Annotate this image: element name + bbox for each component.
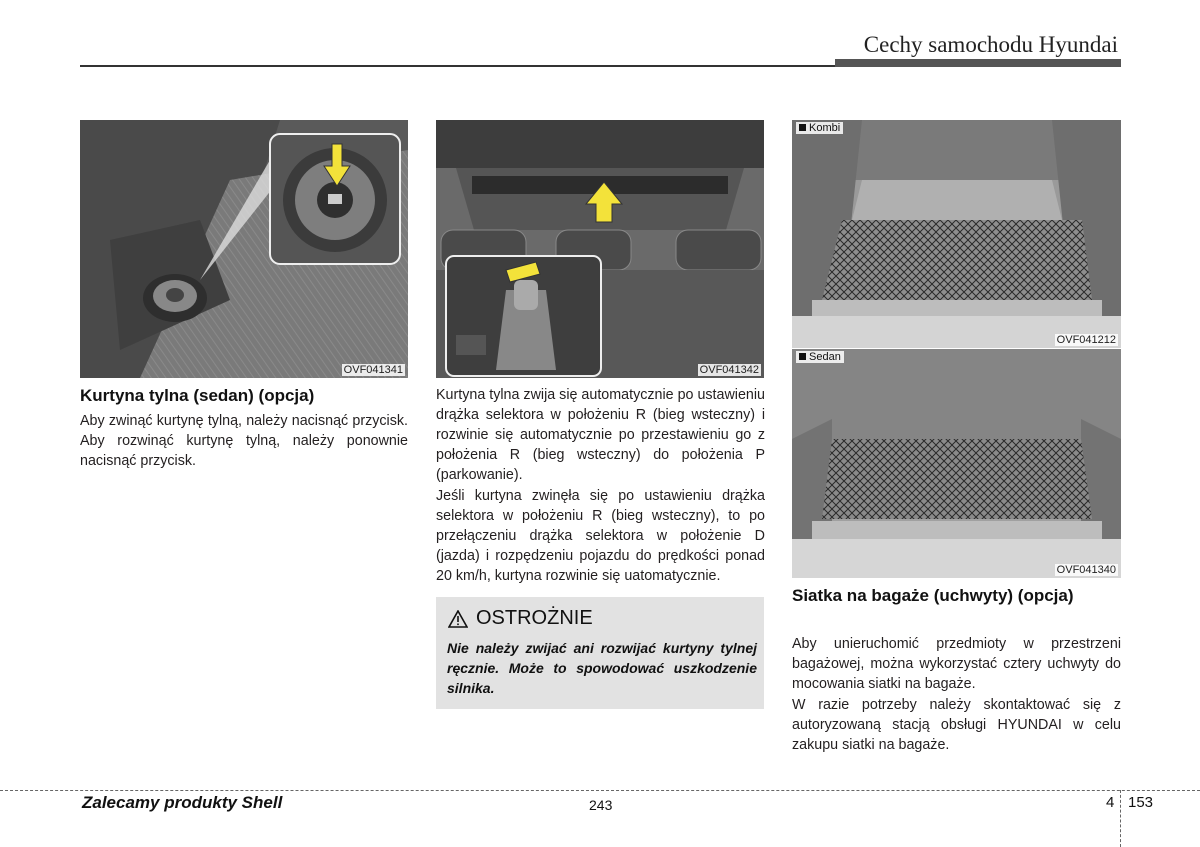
caution-title-row	[448, 607, 593, 630]
figure-code: OVF041341	[343, 364, 403, 376]
curtain-speed-paragraph: Jeśli kurtyna zwinęła się po ustawieniu drążka selektora w położeniu R (bieg wsteczny), to po przełączeniu drążka selektora w położenie D (jazda) i rozpędzeniu pojazdu do prędkości ponad 20 km/h, kurtyna rozwinie się uatomatycznie.	[436, 488, 765, 584]
figure-code: OVF041340	[1056, 564, 1116, 576]
variant-label: Kombi	[809, 122, 841, 134]
running-header-title: Cechy samochodu Hyundai	[863, 32, 1118, 57]
variant-label: Sedan	[809, 351, 841, 363]
curtain-auto-paragraph: Kurtyna tylna zwija się automatycznie po ustawieniu drążka selektora w położeniu R (bieg wsteczny) i rozwinie się automatycznie po przestawieniu go z położenia R (bieg wsteczny) do położenia P (parkowanie).	[436, 387, 765, 483]
square-bullet-icon	[799, 124, 806, 131]
caution-title: OSTROŻNIE	[476, 607, 593, 629]
footer-sheet-number: 243	[589, 797, 613, 813]
footer-divider	[1120, 790, 1121, 847]
variant-tag	[796, 122, 843, 134]
section-heading-rear-curtain: Kurtyna tylna (sedan) (opcja)	[80, 386, 315, 405]
cargo-net-sedan-illustration	[792, 349, 1121, 578]
footer-rule	[0, 790, 1200, 791]
footer-section-number: 4	[1106, 794, 1115, 811]
cargo-net-kombi-illustration	[792, 120, 1121, 348]
figure-code: OVF041342	[699, 364, 759, 376]
caution-text: Nie należy zwijać ani rozwijać kurtyny tylnej ręcznie. Może to spowodować uszkodzenie silnika.	[447, 640, 757, 696]
figure-cargo-net-kombi	[792, 120, 1121, 348]
figure-code: OVF041212	[1056, 334, 1116, 346]
header-accent-bar	[835, 59, 1121, 67]
section-heading-cargo-net: Siatka na bagaże (uchwyty) (opcja)	[792, 586, 1074, 605]
curtain-selector-illustration	[436, 120, 764, 378]
figure-curtain-selector	[436, 120, 764, 378]
footer-page-number: 153	[1128, 794, 1154, 811]
footer-slogan: Zalecamy produkty Shell	[82, 793, 283, 812]
cargo-net-paragraph: Aby unieruchomić przedmioty w przestrzeni bagażowej, można wykorzystać cztery uchwyty do mocowania siatki na bagaże.	[792, 636, 1121, 692]
caution-box	[436, 597, 764, 709]
variant-tag	[796, 351, 844, 363]
square-bullet-icon	[799, 353, 806, 360]
figure-curtain-button	[80, 120, 408, 378]
rear-curtain-paragraph: Aby zwinąć kurtynę tylną, należy nacisnąć przycisk. Aby rozwinąć kurtynę tylną, należy ponownie nacisnąć przycisk.	[80, 413, 408, 469]
curtain-button-illustration	[80, 120, 408, 378]
dealer-paragraph: W razie potrzeby należy skontaktować się z autoryzowaną stacją obsługi HYUNDAI w celu zakupu siatki na bagaże.	[792, 697, 1121, 753]
warning-triangle-icon	[448, 610, 468, 628]
figure-cargo-net-sedan	[792, 349, 1121, 578]
